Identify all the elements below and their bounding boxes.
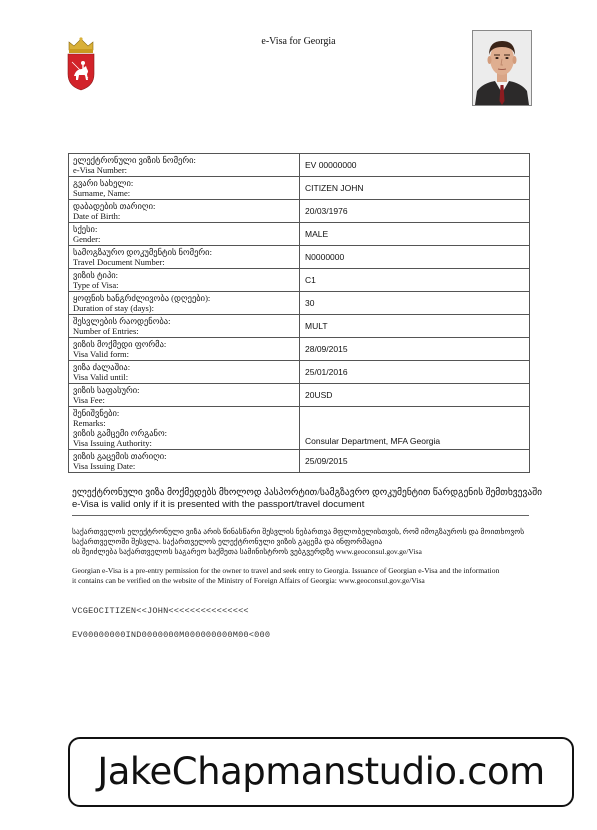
visa-details-table — [68, 153, 530, 473]
watermark-banner: JakeChapmanstudio.com — [68, 737, 574, 807]
table-row — [69, 246, 530, 269]
field-label-en: Visa Issuing Date: — [73, 461, 136, 471]
field-label-en: Gender: — [73, 234, 101, 244]
field-label-en: Visa Valid until: — [73, 372, 129, 382]
field-value: MULT — [300, 315, 530, 338]
field-value: C1 — [300, 269, 530, 292]
notice-line: Georgian e-Visa is a pre-entry permission for the owner to travel and seek entry to Georgia. Issuance of Georgian e-Visa and the information — [72, 566, 500, 575]
field-label-ka: სქესი: — [73, 224, 98, 234]
remarks-label-ka: შენიშვნები: — [73, 408, 120, 418]
field-label-ka: შესვლების რაოდენობა: — [73, 316, 171, 326]
table-row — [69, 223, 530, 246]
field-label-ka: სამოგზაურო დოკუმენტის ნომერი: — [73, 247, 212, 257]
field-label-ka: ვიზა ძალაშია: — [73, 362, 131, 372]
holder-photo — [472, 30, 532, 106]
field-label-en: Date of Birth: — [73, 211, 121, 221]
field-value: 25/09/2015 — [300, 450, 530, 473]
authority-label-en: Visa Issuing Authority: — [73, 438, 152, 448]
validity-ka: ელექტრონული ვიზა მოქმედებს მხოლოდ პასპორტით/სამგზავრო დოკუმენტით წარდგენის შემთხვევაში — [72, 488, 543, 498]
field-label-en: Visa Valid form: — [73, 349, 129, 359]
mrz-line-1: VCGEOCITIZEN<<JOHN<<<<<<<<<<<<<<< — [72, 606, 249, 616]
notice-line: საქართველოს ელექტრონული ვიზა არის წინასწარი შესვლის ნებართვა მფლობელისთვის, რომ იმოგზაუროს და მოითხოვოს — [72, 527, 525, 536]
field-label-ka: ვიზის საფასური: — [73, 385, 140, 395]
field-value: 30 — [300, 292, 530, 315]
field-value: N0000000 — [300, 246, 530, 269]
table-row — [69, 450, 530, 473]
field-value: 20/03/1976 — [300, 200, 530, 223]
authority-label-ka: ვიზის გამცემი ორგანო: — [73, 428, 167, 438]
table-row — [69, 338, 530, 361]
field-label-ka: ვიზის მოქმედი ფორმა: — [73, 339, 167, 349]
notice-line: ის შეიძლება საქართველოს საგარეო საქმეთა სამინისტროს ვებგვერდზე www.geoconsul.gov.ge/Visa — [72, 547, 422, 556]
field-label-ka: ვიზის გაცემის თარიღი: — [73, 451, 167, 461]
table-row — [69, 177, 530, 200]
table-row — [69, 269, 530, 292]
table-row — [69, 200, 530, 223]
table-row-remarks — [69, 407, 530, 450]
table-row — [69, 361, 530, 384]
validity-en: e-Visa is valid only if it is presented with the passport/travel document — [72, 499, 365, 510]
field-label-ka: ვიზის ტიპი: — [73, 270, 119, 280]
notice-english — [72, 566, 532, 586]
field-label-en: Travel Document Number: — [73, 257, 165, 267]
mrz-line-2: EV00000000IND0000000M000000000M00<000 — [72, 630, 271, 640]
divider — [72, 515, 529, 516]
field-value: MALE — [300, 223, 530, 246]
notice-line: საქართველოში შესვლა. საქართველოს ელექტრონული ვიზის გაცემა და ინფორმაცია — [72, 537, 383, 546]
notice-georgian — [72, 527, 532, 557]
field-label-en: e-Visa Number: — [73, 165, 128, 175]
field-label-ka: ელექტრონული ვიზის ნომერი: — [73, 155, 196, 165]
issuing-authority-value: Consular Department, MFA Georgia — [300, 407, 530, 450]
table-row — [69, 315, 530, 338]
notice-line: it contains can be verified on the website of the Ministry of Foreign Affairs of Georgia: www.geoconsul.gov.ge/Visa — [72, 576, 425, 585]
table-row — [69, 154, 530, 177]
field-label-en: Number of Entries: — [73, 326, 139, 336]
field-label-en: Duration of stay (days): — [73, 303, 154, 313]
field-label-ka: გვარი სახელი: — [73, 178, 134, 188]
field-value: CITIZEN JOHN — [300, 177, 530, 200]
field-value: EV 00000000 — [300, 154, 530, 177]
field-value: 20USD — [300, 384, 530, 407]
field-label-en: Visa Fee: — [73, 395, 105, 405]
field-value: 28/09/2015 — [300, 338, 530, 361]
field-label-en: Surname, Name: — [73, 188, 131, 198]
document-title: e-Visa for Georgia — [261, 36, 336, 47]
table-row — [69, 384, 530, 407]
field-label-ka: ყოფნის ხანგრძლივობა (დღეები): — [73, 293, 211, 303]
table-row — [69, 292, 530, 315]
field-value: 25/01/2016 — [300, 361, 530, 384]
validity-statement — [72, 488, 542, 510]
field-label-en: Type of Visa: — [73, 280, 119, 290]
field-label-ka: დაბადების თარიღი: — [73, 201, 156, 211]
remarks-label-en: Remarks: — [73, 418, 106, 428]
